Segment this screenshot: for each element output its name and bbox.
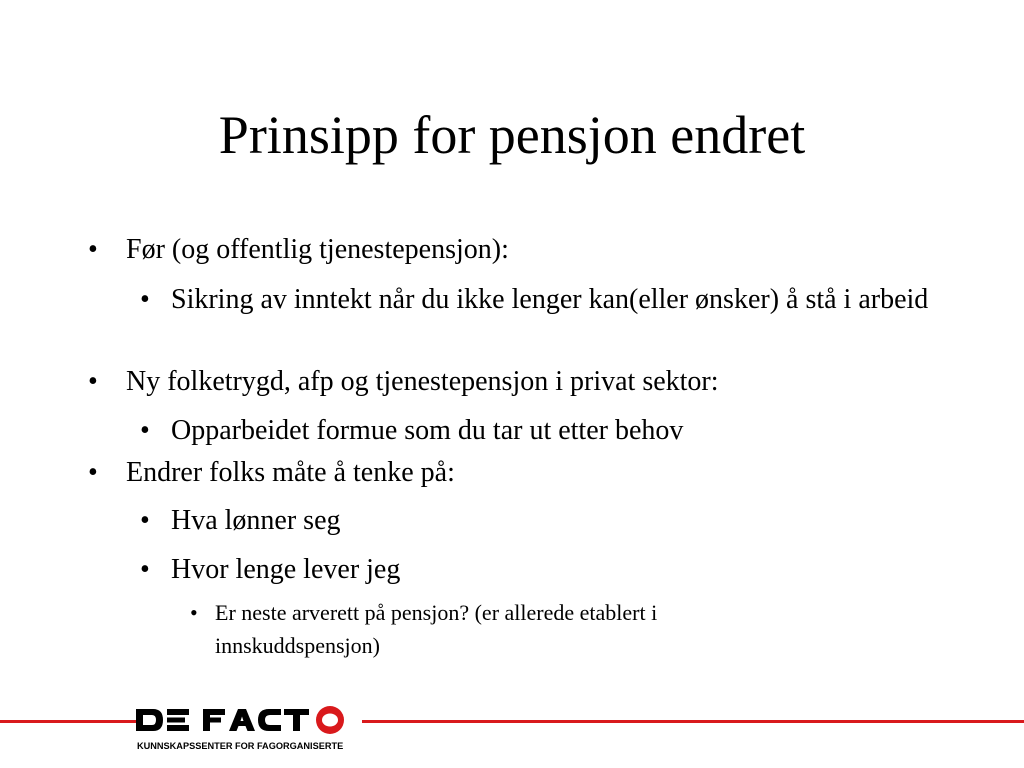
footer-rule-right: [362, 720, 1024, 723]
bullet-text: Ny folketrygd, afp og tjenestepensjon i privat sektor:: [126, 366, 719, 397]
bullet-item: [88, 364, 948, 399]
bullet-text: Før (og offentlig tjenestepensjon):: [126, 234, 509, 265]
bullet-marker: •: [140, 415, 150, 446]
bullet-item: [190, 596, 810, 662]
bullet-text: Opparbeidet formue som du tar ut etter behov: [171, 415, 684, 446]
bullet-marker: •: [140, 284, 150, 315]
bullet-item: [140, 503, 960, 538]
bullet-marker: •: [140, 505, 150, 536]
bullet-text: Endrer folks måte å tenke på:: [126, 457, 455, 488]
bullet-item: [140, 282, 960, 317]
footer-rule-left: [0, 720, 136, 723]
bullet-text: Hva lønner seg: [171, 505, 341, 536]
bullet-marker: •: [190, 600, 198, 625]
bullet-text: Sikring av inntekt når du ikke lenger kan(eller ønsker) å stå i arbeid: [171, 284, 929, 315]
bullet-text: Hvor lenge lever jeg: [171, 554, 401, 585]
bullet-marker: •: [88, 366, 98, 397]
bullet-marker: •: [88, 234, 98, 265]
bullet-marker: •: [88, 457, 98, 488]
bullet-item: [140, 552, 960, 587]
bullet-item: [140, 413, 960, 448]
slide-title: Prinsipp for pensjon endret: [218, 105, 806, 165]
de-facto-logo: [136, 701, 364, 757]
bullet-item: [88, 232, 948, 267]
bullet-text: Er neste arverett på pensjon? (er allerede etablert i innskuddspensjon): [215, 600, 658, 658]
bullet-marker: •: [140, 554, 150, 585]
bullet-item: [88, 455, 948, 490]
logo-graphic: [136, 701, 364, 757]
logo-tagline: KUNNSKAPSSENTER FOR FAGORGANISERTE: [137, 741, 344, 751]
